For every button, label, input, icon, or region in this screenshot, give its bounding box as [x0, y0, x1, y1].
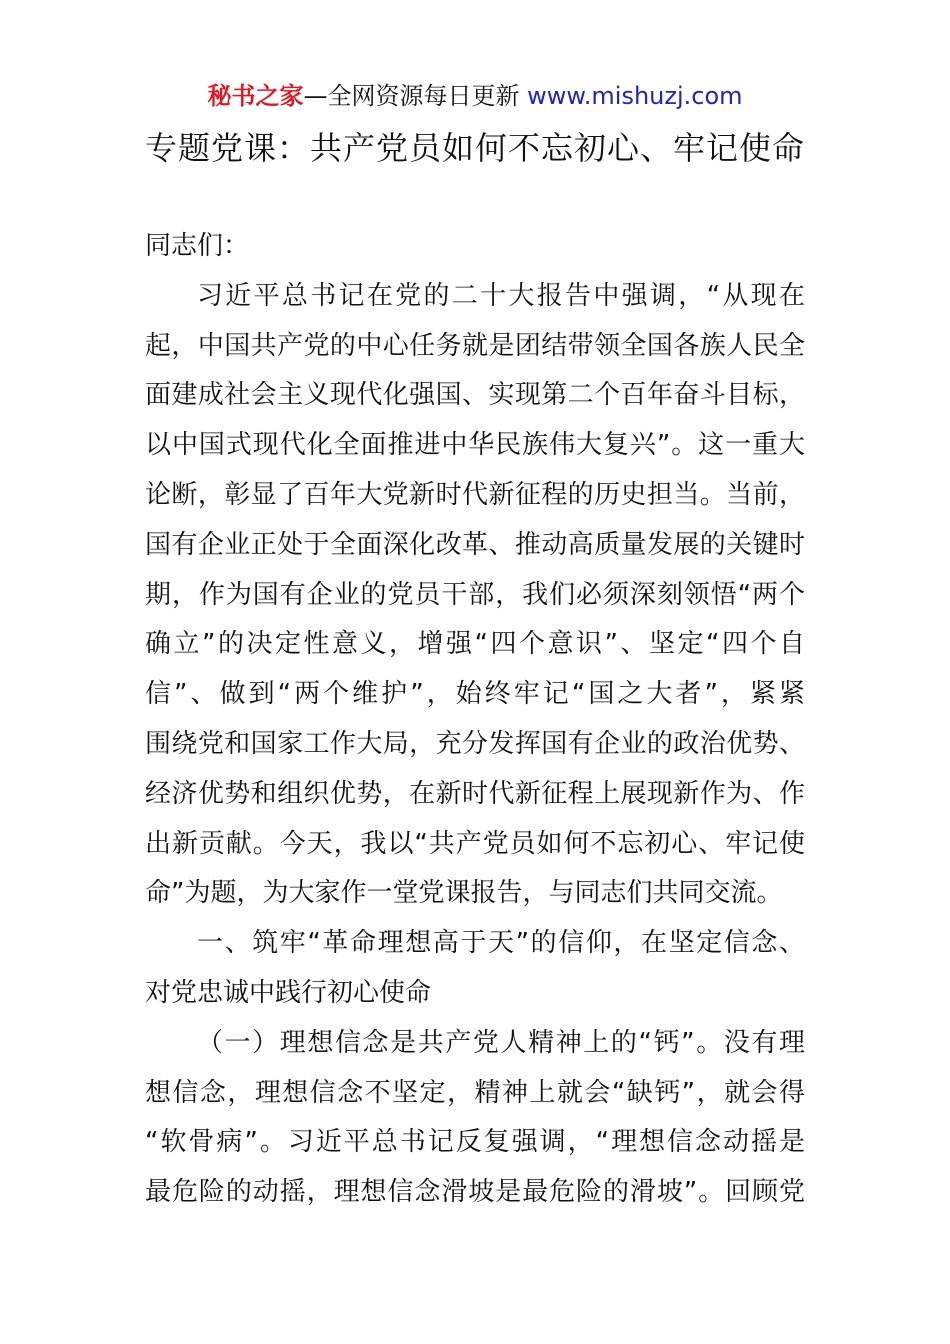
- body-line: 以中国式现代化全面推进中华民族伟大复兴”。这一重大: [145, 430, 805, 461]
- body-line: 想信念，理想信念不坚定，精神上就会“缺钙”，就会得: [145, 1077, 805, 1108]
- salutation: 同志们：: [145, 231, 250, 261]
- body-line: 围绕党和国家工作大局，充分发挥国有企业的政治优势、: [145, 728, 805, 759]
- document-title: 专题党课：共产党员如何不忘初心、牢记使命: [144, 129, 805, 167]
- section-heading: 一、筑牢“革命理想高于天”的信仰，在坚定信念、: [197, 928, 805, 959]
- site-name: 秘书之家: [207, 82, 304, 110]
- body-line: （一）理想信念是共产党人精神上的“钙”。没有理: [197, 1027, 805, 1058]
- body-line: 面建成社会主义现代化强国、实现第二个百年奋斗目标，: [145, 380, 805, 411]
- body-line: “软骨病”。习近平总书记反复强调，“理想信念动摇是: [145, 1127, 805, 1158]
- body-line: 经济优势和组织优势，在新时代新征程上展现新作为、作: [145, 778, 805, 809]
- site-url[interactable]: www.mishuzj.com: [527, 82, 743, 110]
- body-line: 信”、做到“两个维护”，始终牢记“国之大者”，紧紧: [145, 679, 805, 710]
- body-line: 出新贡献。今天，我以“共产党员如何不忘初心、牢记使: [145, 828, 805, 859]
- body-line: 国有企业正处于全面深化改革、推动高质量发展的关键时: [145, 529, 805, 560]
- site-slogan: —全网资源每日更新: [303, 82, 520, 110]
- body-line: 习近平总书记在党的二十大报告中强调，“从现在: [197, 280, 805, 311]
- section-heading: 对党忠诚中践行初心使命: [145, 977, 432, 1008]
- body-line: 论断，彰显了百年大党新时代新征程的历史担当。当前，: [145, 479, 805, 510]
- body-line: 期，作为国有企业的党员干部，我们必须深刻领悟“两个: [145, 579, 805, 610]
- body-line: 最危险的动摇，理想信念滑坡是最危险的滑坡”。回顾党: [145, 1177, 805, 1208]
- body-line: 确立”的决定性意义，增强“四个意识”、坚定“四个自: [145, 629, 805, 660]
- site-header: [0, 80, 950, 112]
- body-line: 命”为题，为大家作一堂党课报告，与同志们共同交流。: [145, 878, 783, 909]
- body-line: 起，中国共产党的中心任务就是团结带领全国各族人民全: [145, 330, 805, 361]
- document-body: [145, 222, 805, 1218]
